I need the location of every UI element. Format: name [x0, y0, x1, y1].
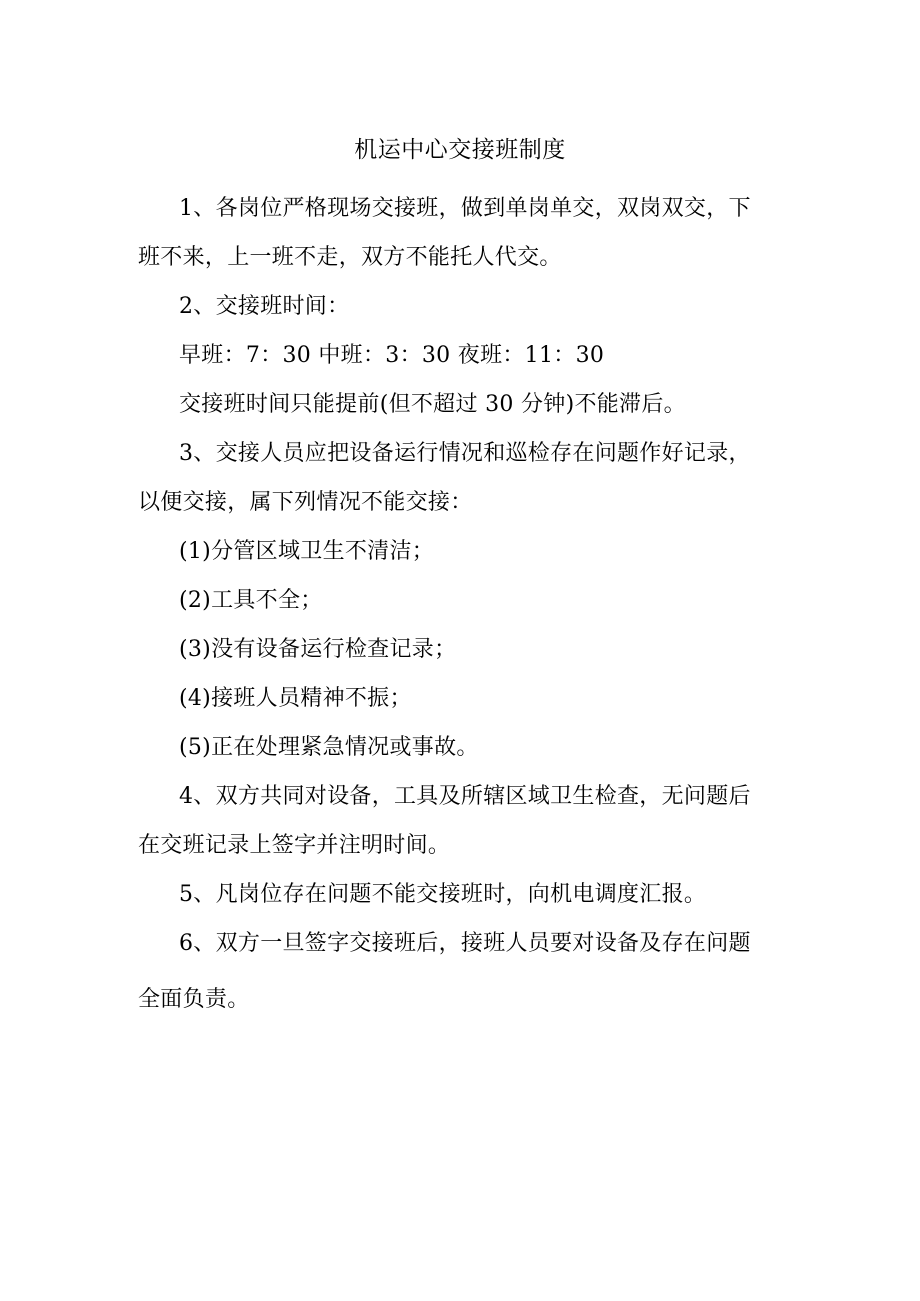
shift-times: 早班：7：30 中班：3：30 夜班：11：30 — [179, 343, 605, 368]
condition-item-3: (3)没有设备运行检查记录； — [179, 637, 457, 662]
condition-item-1: (1)分管区域卫生不清洁； — [179, 539, 435, 564]
condition-item-2: (2)工具不全； — [179, 588, 323, 613]
rule-4-line-1: 4、双方共同对设备，工具及所辖区域卫生检查，无问题后 — [179, 784, 751, 809]
rule-1-line-1: 1、各岗位严格现场交接班，做到单岗单交，双岗双交，下 — [179, 196, 751, 221]
rule-2-heading: 2、交接班时间： — [179, 294, 350, 319]
handover-time-note: 交接班时间只能提前(但不超过 30 分钟)不能滞后。 — [179, 392, 686, 417]
rule-3-line-2: 以便交接，属下列情况不能交接： — [138, 490, 473, 515]
condition-item-5: (5)正在处理紧急情况或事故。 — [179, 735, 479, 760]
document-title: 机运中心交接班制度 — [354, 137, 566, 163]
rule-5: 5、凡岗位存在问题不能交接班时，向机电调度汇报。 — [179, 882, 707, 907]
rule-6-line-1: 6、双方一旦签字交接班后，接班人员要对设备及存在问题 — [179, 931, 751, 956]
rule-6-line-2: 全面负责。 — [138, 987, 250, 1012]
rule-4-line-2: 在交班记录上签字并注明时间。 — [138, 833, 451, 858]
rule-1-line-2: 班不来，上一班不走，双方不能托人代交。 — [138, 245, 562, 270]
condition-item-4: (4)接班人员精神不振； — [179, 686, 412, 711]
rule-3-line-1: 3、交接人员应把设备运行情况和巡检存在问题作好记录， — [179, 441, 751, 466]
